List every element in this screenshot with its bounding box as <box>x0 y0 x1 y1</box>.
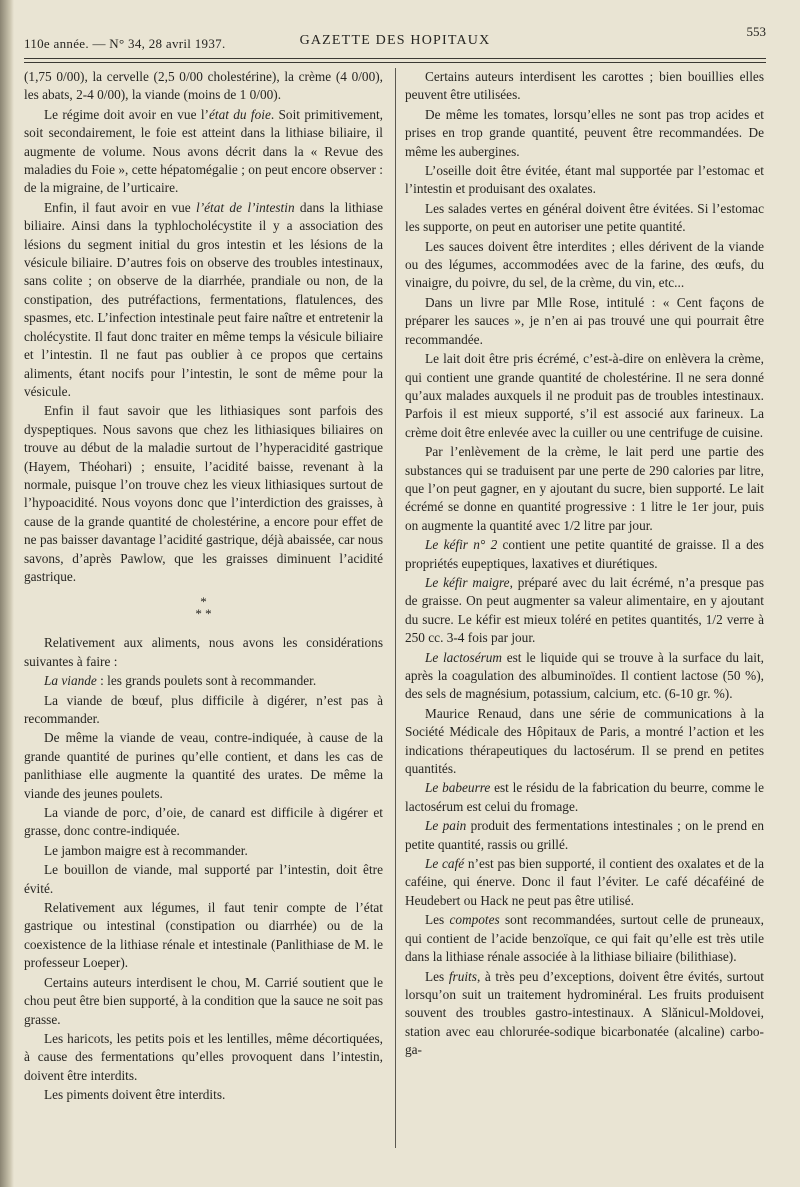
paragraph: Le jambon maigre est à recommander. <box>44 842 248 858</box>
paragraph: Enfin il faut savoir que les lithiasiques sont parfois des dyspeptiques. Nous savons que chez les lithiasiques biliaires on trouve au début de la maladie surtout de l’hyperacidité gastrique (Hayem, Théohari) ; ensuite, l’acidité baisse, revenant à la normale, puisque l’on trouve chez les vieux lithiasiques surtout de l’hypoacidité. Nous voyons donc que l’interdiction des graisses, à cause de la grande quantité de cholestérine, a encore pour effet de ne pas baisser davantage l’acidité gastrique, déjà abaissée, car nous savons, d’après Pawlow, que les graisses diminuent l’acidité gastrique. <box>24 403 383 584</box>
paragraph: Les fruits, à très peu d’exceptions, doivent être évités, surtout lorsqu’on suit un traitement hydrominéral. Les fruits produisent souvent des troubles gastro-intestinaux. A Slănicul-Moldovei, station avec eau chlorurée-sodique bicarbonatée (alcaline) carbo-ga- <box>405 968 764 1058</box>
issue-info: 110e année. — N° 34, 28 avril 1937. <box>24 36 226 51</box>
paragraph: Le bouillon de viande, mal supporté par l’intestin, doit être évité. <box>24 862 383 896</box>
paragraph: La viande de bœuf, plus difficile à digérer, n’est pas à recommander. <box>24 692 383 726</box>
paragraph: Les sauces doivent être interdites ; elles dérivent de la viande ou des légumes, accommodées avec de la farine, des œufs, du vinaigre, du poivre, du sel, de la crème, du vin, etc... <box>405 238 764 291</box>
paragraph: Relativement aux légumes, il faut tenir compte de l’état gastrique ou intestinal (constipation ou diarrhée) ou de la coexistence de la lithiase rénale et intestinale (Panlithiase de M. le professeur Loeper). <box>24 900 383 971</box>
emphasis: état du foie <box>208 106 271 122</box>
paragraph: La viande de porc, d’oie, de canard est difficile à digérer et grasse, donc contre-indiquée. <box>24 805 383 839</box>
emphasis: Le lactosérum <box>425 649 503 665</box>
emphasis: Le kéfir n° 2 <box>425 537 498 553</box>
page-edge-shadow <box>0 0 14 1187</box>
emphasis: Le café <box>425 856 465 872</box>
right-column <box>405 68 764 1106</box>
paragraph: Relativement aux aliments, nous avons les considérations suivantes à faire : <box>24 635 383 669</box>
emphasis: Le babeurre <box>425 780 491 796</box>
paragraph: Maurice Renaud, dans une série de communications à la Société Médicale des Hôpitaux de Paris, a montré l’action et les indications thérapeutiques du lactosérum. Il se prend en petites quantités. <box>405 705 764 777</box>
column-divider <box>395 68 396 1148</box>
page-number: 553 <box>746 24 766 39</box>
paragraph: Le lactosérum est le liquide qui se trouve à la surface du lait, après la coagulation des albuminoïdes. Il contient lactose (50 %), des sels de magnésium, potassium, calcium, etc. (6-10 gr. %). <box>405 649 765 702</box>
header-rule-bottom <box>24 62 766 63</box>
emphasis: compotes <box>449 912 500 928</box>
header-rule-top <box>24 58 766 59</box>
paragraph: De même la viande de veau, contre-indiquée, à cause de la grande quantité de purines qu’elle contient, et dans les cas de panlithiase elle augmente la quantité des urates. De même la viande des jeunes poulets. <box>24 730 383 801</box>
paragraph: Les salades vertes en général doivent être évitées. Si l’estomac les supporte, on peut en autoriser une petite quantité. <box>405 200 764 235</box>
section-separator: * * * <box>195 594 212 622</box>
emphasis: La viande <box>44 673 97 689</box>
paragraph: Certains auteurs interdisent le chou, M. Carrié soutient que le chou peut être bien supporté, à la condition que la sauce ne soit pas grasse. <box>24 974 383 1027</box>
left-column <box>24 68 383 1106</box>
running-header <box>24 24 766 54</box>
paragraph: Les compotes sont recommandées, surtout celle de pruneaux, qui contient de l’acide benzoïque, ce qui fait qu’elle est très utile dans la lithiase rénale associée à la lithiase biliaire (bilithiase). <box>405 912 764 965</box>
paragraph: Le kéfir maigre, préparé avec du lait écrémé, n’a presque pas de graisse. On peut augmenter sa valeur alimentaire, en y ajoutant du sucre. Le kéfir est mieux toléré en petites quantités, 1/2 verre à 250 cc. 3-4 fois par jour. <box>405 574 764 646</box>
paragraph: Enfin, il faut avoir en vue l’état de l’intestin dans la lithiase biliaire. Ainsi dans la typhlocholécystite il y a association des lésions du segment initial du gros intestin et les lésions de la vésicule biliaire. D’autres fois on observe des troubles intestinaux, sans colite ; on observe de la diarrhée, prandiale ou non, de la constipation, des putréfactions, fermentations, flatulences, des spasmes, etc. L’infection intestinale peut faire naître et entretenir la cholécystite. Il faut donc traiter en même temps la vésicule biliaire et l’intestin. Il ne faut pas oublier à ce propos que certains aliments, étant nocifs pour l’intestin, le sont de même pour la vésicule. <box>24 199 383 399</box>
paragraph: (1,75 0/00), la cervelle (2,5 0/00 cholestérine), la crème (4 0/00), les abats, 2-4 0/00), la viande (moins de 1 0/00). <box>24 69 383 103</box>
paragraph: Le babeurre est le résidu de la fabrication du beurre, comme le lactosérum est celui du fromage. <box>405 780 764 814</box>
paragraph: Le lait doit être pris écrémé, c’est-à-dire on enlèvera la crème, qui contient une grande quantité de cholestérine. Il ne sera donné qu’aux malades auxquels il ne produit pas de troubles intestinaux. Parfois il est mieux supporté, s’il est associé aux farineux. La crème doit être enlevée avec la cuiller ou une centrifuge de cuisine. <box>405 351 764 440</box>
paragraph: Le régime doit avoir en vue l’état du foie. Soit primitivement, soit secondairement, le foie est atteint dans la lithiase biliaire, il augmente de volume. Nous avons décrit dans la « Revue des maladies du Foie », cette hépatomégalie ; on peut encore observer : de la migraine, de l’urticaire. <box>24 106 383 196</box>
emphasis: fruits <box>448 968 477 984</box>
paragraph: L’oseille doit être évitée, étant mal supportée par l’estomac et l’intestin et produisant des oxalates. <box>405 163 764 197</box>
paragraph: Le pain produit des fermentations intestinales ; on le prend en petite quantité, rassis ou grillé. <box>405 818 764 852</box>
paragraph: Dans un livre par Mlle Rose, intitulé : « Cent façons de préparer les sauces », je n’en ai pas trouvé une qui pourrait être recommandée. <box>405 294 764 347</box>
journal-title: GAZETTE DES HOPITAUX <box>299 33 491 48</box>
paragraph: La viande : les grands poulets sont à recommander. <box>44 673 317 689</box>
paragraph: Le kéfir n° 2 contient une petite quantité de graisse. Il a des propriétés eupeptiques, laxatives et diurétiques. <box>405 537 764 571</box>
paragraph: Le café n’est pas bien supporté, il contient des oxalates et de la caféine, qui énerve. Donc il faut l’éviter. Le café décaféiné de Heudebert ou Hack ne peut pas être utilisé. <box>405 856 764 908</box>
emphasis: Le pain <box>425 818 467 834</box>
paragraph: Les haricots, les petits pois et les lentilles, même décortiquées, à cause des fermentations qu’elles provoquent dans l’intestin, doivent être interdits. <box>24 1030 383 1083</box>
paragraph: Les piments doivent être interdits. <box>44 1087 226 1103</box>
paragraph: Certains auteurs interdisent les carottes ; bien bouillies elles peuvent être utilisées. <box>405 69 764 103</box>
emphasis: Le kéfir maigre <box>425 574 510 590</box>
paragraph: De même les tomates, lorsqu’elles ne sont pas trop acides et prises en trop grande quantité, peuvent être recommandées. De même les aubergines. <box>405 106 764 159</box>
paragraph: Par l’enlèvement de la crème, le lait perd une partie des substances qui se traduisent par une perte de 290 calories par litre, que l’on peut gagner, en y ajoutant du sucre, bien supporté. Le lait écrémé se donne en quantité progressive : 1 litre le 1er jour, puis on augmente la quantité avec 1/2 litre par jour. <box>405 444 764 533</box>
emphasis: l’état de l’intestin <box>196 199 295 215</box>
